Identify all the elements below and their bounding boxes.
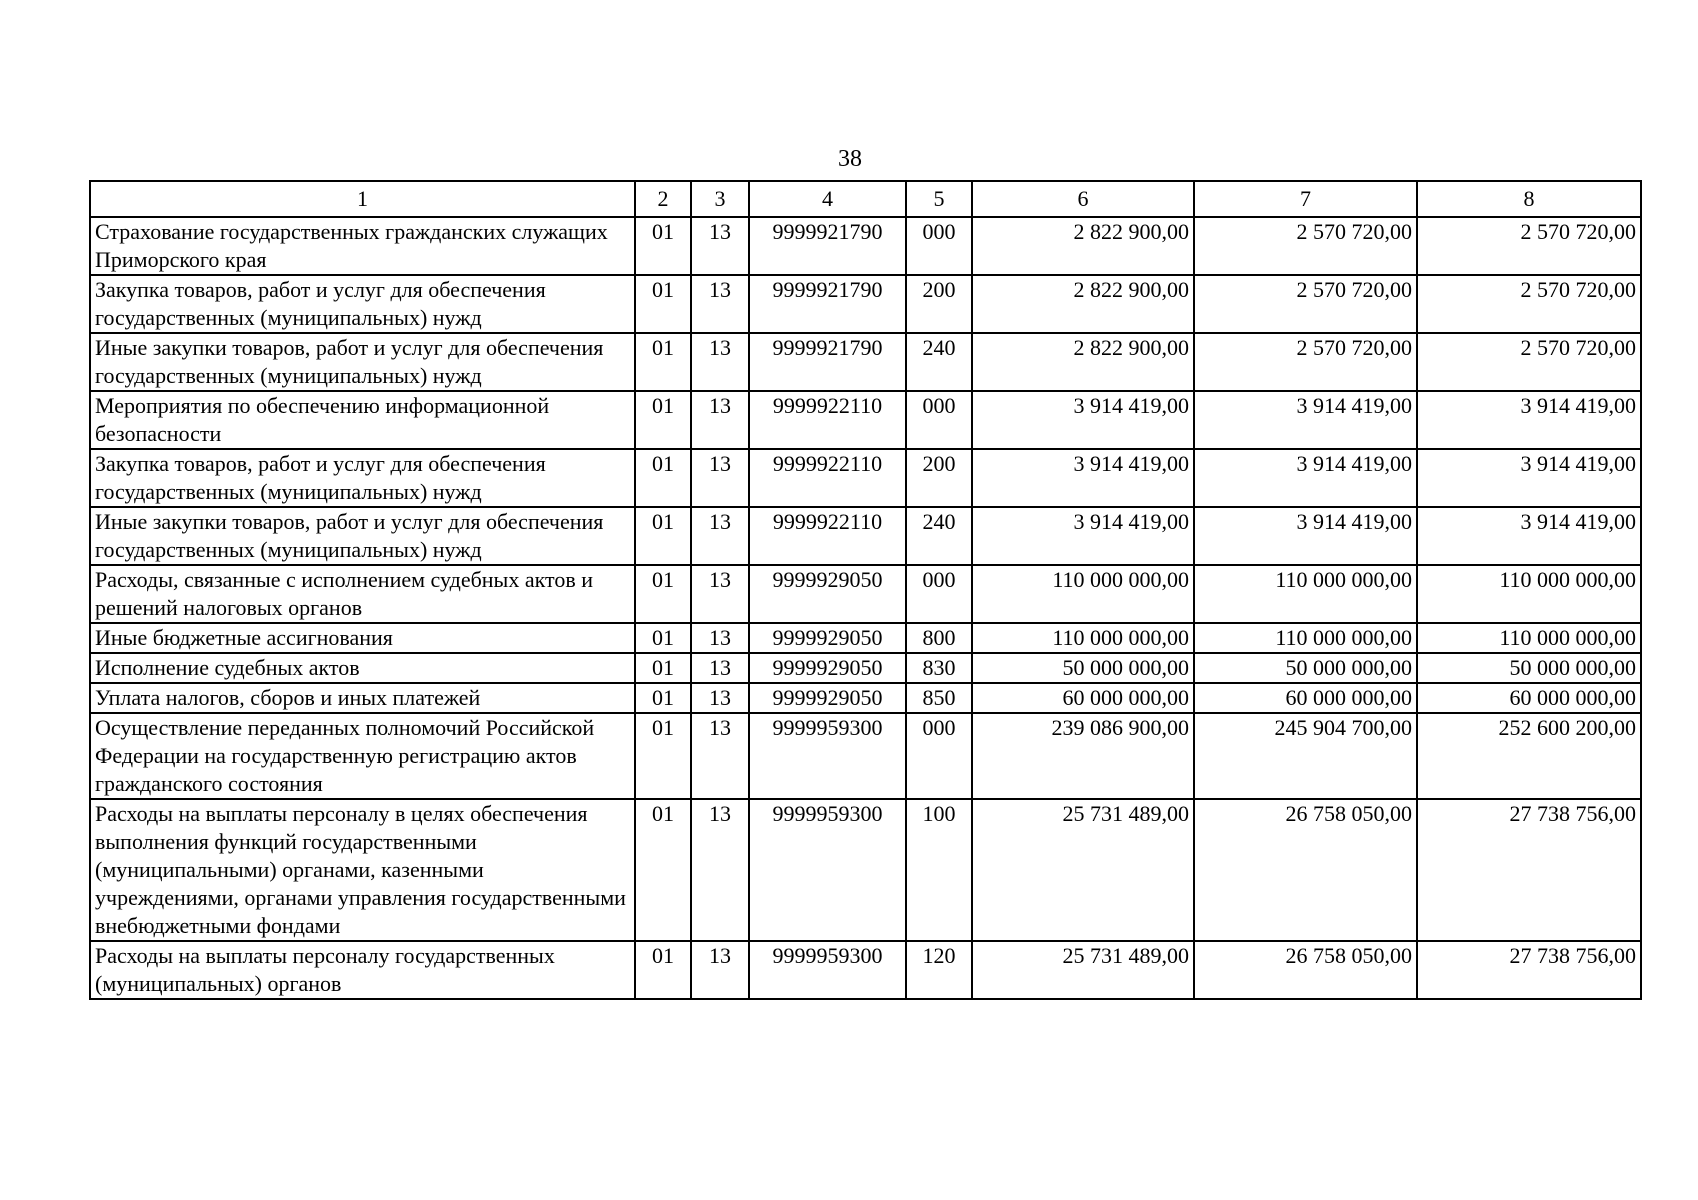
amount-col7-cell: 26 758 050,00 bbox=[1194, 941, 1417, 999]
section-code-cell: 01 bbox=[635, 507, 691, 565]
column-header: 3 bbox=[691, 181, 749, 217]
amount-col7-cell: 110 000 000,00 bbox=[1194, 623, 1417, 653]
amount-col6-cell: 3 914 419,00 bbox=[972, 507, 1194, 565]
amount-col6-cell: 2 822 900,00 bbox=[972, 217, 1194, 275]
amount-col8-cell: 110 000 000,00 bbox=[1417, 623, 1641, 653]
section-code-cell: 01 bbox=[635, 799, 691, 941]
subsection-code-cell: 13 bbox=[691, 799, 749, 941]
expense-type-cell: 240 bbox=[906, 507, 972, 565]
table-row bbox=[90, 683, 1641, 713]
amount-col7-cell: 50 000 000,00 bbox=[1194, 653, 1417, 683]
amount-col7-cell: 110 000 000,00 bbox=[1194, 565, 1417, 623]
expense-name-cell: Осуществление переданных полномочий Российской Федерации на государственную регистрацию актов гражданского состояния bbox=[90, 713, 635, 799]
expense-type-cell: 000 bbox=[906, 391, 972, 449]
column-header: 2 bbox=[635, 181, 691, 217]
subsection-code-cell: 13 bbox=[691, 941, 749, 999]
amount-col6-cell: 25 731 489,00 bbox=[972, 799, 1194, 941]
amount-col6-cell: 239 086 900,00 bbox=[972, 713, 1194, 799]
subsection-code-cell: 13 bbox=[691, 653, 749, 683]
expense-name-cell: Мероприятия по обеспечению информационной безопасности bbox=[90, 391, 635, 449]
section-code-cell: 01 bbox=[635, 653, 691, 683]
section-code-cell: 01 bbox=[635, 391, 691, 449]
amount-col8-cell: 50 000 000,00 bbox=[1417, 653, 1641, 683]
amount-col7-cell: 3 914 419,00 bbox=[1194, 391, 1417, 449]
amount-col8-cell: 2 570 720,00 bbox=[1417, 217, 1641, 275]
expense-name-cell: Страхование государственных гражданских служащих Приморского края bbox=[90, 217, 635, 275]
expense-type-cell: 830 bbox=[906, 653, 972, 683]
expense-name-cell: Иные закупки товаров, работ и услуг для обеспечения государственных (муниципальных) нужд bbox=[90, 333, 635, 391]
amount-col6-cell: 3 914 419,00 bbox=[972, 391, 1194, 449]
subsection-code-cell: 13 bbox=[691, 683, 749, 713]
amount-col6-cell: 110 000 000,00 bbox=[972, 565, 1194, 623]
subsection-code-cell: 13 bbox=[691, 275, 749, 333]
amount-col8-cell: 3 914 419,00 bbox=[1417, 449, 1641, 507]
table-row bbox=[90, 217, 1641, 275]
target-article-cell: 9999921790 bbox=[749, 275, 906, 333]
amount-col7-cell: 2 570 720,00 bbox=[1194, 333, 1417, 391]
table-row bbox=[90, 713, 1641, 799]
section-code-cell: 01 bbox=[635, 565, 691, 623]
subsection-code-cell: 13 bbox=[691, 333, 749, 391]
expense-type-cell: 000 bbox=[906, 713, 972, 799]
section-code-cell: 01 bbox=[635, 217, 691, 275]
expense-type-cell: 240 bbox=[906, 333, 972, 391]
expense-name-cell: Расходы, связанные с исполнением судебных актов и решений налоговых органов bbox=[90, 565, 635, 623]
amount-col6-cell: 2 822 900,00 bbox=[972, 275, 1194, 333]
subsection-code-cell: 13 bbox=[691, 507, 749, 565]
target-article-cell: 9999929050 bbox=[749, 565, 906, 623]
target-article-cell: 9999959300 bbox=[749, 799, 906, 941]
target-article-cell: 9999959300 bbox=[749, 941, 906, 999]
section-code-cell: 01 bbox=[635, 683, 691, 713]
amount-col8-cell: 27 738 756,00 bbox=[1417, 799, 1641, 941]
expense-name-cell: Закупка товаров, работ и услуг для обеспечения государственных (муниципальных) нужд bbox=[90, 449, 635, 507]
target-article-cell: 9999922110 bbox=[749, 507, 906, 565]
target-article-cell: 9999922110 bbox=[749, 449, 906, 507]
expense-name-cell: Расходы на выплаты персоналу государственных (муниципальных) органов bbox=[90, 941, 635, 999]
table-row bbox=[90, 391, 1641, 449]
column-header: 5 bbox=[906, 181, 972, 217]
table-row bbox=[90, 507, 1641, 565]
amount-col7-cell: 245 904 700,00 bbox=[1194, 713, 1417, 799]
expense-name-cell: Иные закупки товаров, работ и услуг для обеспечения государственных (муниципальных) нужд bbox=[90, 507, 635, 565]
column-header: 6 bbox=[972, 181, 1194, 217]
expense-name-cell: Закупка товаров, работ и услуг для обеспечения государственных (муниципальных) нужд bbox=[90, 275, 635, 333]
amount-col6-cell: 3 914 419,00 bbox=[972, 449, 1194, 507]
expense-name-cell: Иные бюджетные ассигнования bbox=[90, 623, 635, 653]
amount-col8-cell: 3 914 419,00 bbox=[1417, 391, 1641, 449]
column-header: 1 bbox=[90, 181, 635, 217]
subsection-code-cell: 13 bbox=[691, 217, 749, 275]
expense-name-cell: Уплата налогов, сборов и иных платежей bbox=[90, 683, 635, 713]
amount-col8-cell: 252 600 200,00 bbox=[1417, 713, 1641, 799]
table-row bbox=[90, 941, 1641, 999]
amount-col7-cell: 60 000 000,00 bbox=[1194, 683, 1417, 713]
amount-col8-cell: 110 000 000,00 bbox=[1417, 565, 1641, 623]
expense-type-cell: 000 bbox=[906, 217, 972, 275]
table-header bbox=[90, 181, 1641, 217]
amount-col8-cell: 27 738 756,00 bbox=[1417, 941, 1641, 999]
amount-col8-cell: 60 000 000,00 bbox=[1417, 683, 1641, 713]
expense-type-cell: 200 bbox=[906, 275, 972, 333]
subsection-code-cell: 13 bbox=[691, 391, 749, 449]
expense-type-cell: 120 bbox=[906, 941, 972, 999]
amount-col6-cell: 110 000 000,00 bbox=[972, 623, 1194, 653]
section-code-cell: 01 bbox=[635, 333, 691, 391]
section-code-cell: 01 bbox=[635, 623, 691, 653]
target-article-cell: 9999921790 bbox=[749, 217, 906, 275]
expense-type-cell: 100 bbox=[906, 799, 972, 941]
amount-col6-cell: 60 000 000,00 bbox=[972, 683, 1194, 713]
table-row bbox=[90, 623, 1641, 653]
section-code-cell: 01 bbox=[635, 941, 691, 999]
subsection-code-cell: 13 bbox=[691, 713, 749, 799]
expense-name-cell: Расходы на выплаты персоналу в целях обеспечения выполнения функций государственными (муниципальными) органами, казенными учреждениями, органами управления государственными внебюджетными фондами bbox=[90, 799, 635, 941]
column-header: 8 bbox=[1417, 181, 1641, 217]
expense-type-cell: 800 bbox=[906, 623, 972, 653]
target-article-cell: 9999929050 bbox=[749, 683, 906, 713]
expense-type-cell: 000 bbox=[906, 565, 972, 623]
section-code-cell: 01 bbox=[635, 713, 691, 799]
section-code-cell: 01 bbox=[635, 275, 691, 333]
column-header: 4 bbox=[749, 181, 906, 217]
target-article-cell: 9999929050 bbox=[749, 653, 906, 683]
budget-table bbox=[89, 180, 1642, 1000]
expense-name-cell: Исполнение судебных актов bbox=[90, 653, 635, 683]
subsection-code-cell: 13 bbox=[691, 623, 749, 653]
section-code-cell: 01 bbox=[635, 449, 691, 507]
amount-col6-cell: 25 731 489,00 bbox=[972, 941, 1194, 999]
subsection-code-cell: 13 bbox=[691, 565, 749, 623]
page-number: 38 bbox=[838, 146, 862, 172]
table-row bbox=[90, 653, 1641, 683]
column-header: 7 bbox=[1194, 181, 1417, 217]
amount-col8-cell: 2 570 720,00 bbox=[1417, 333, 1641, 391]
table-row bbox=[90, 799, 1641, 941]
table-row bbox=[90, 333, 1641, 391]
amount-col7-cell: 3 914 419,00 bbox=[1194, 507, 1417, 565]
expense-type-cell: 200 bbox=[906, 449, 972, 507]
amount-col7-cell: 2 570 720,00 bbox=[1194, 217, 1417, 275]
amount-col6-cell: 50 000 000,00 bbox=[972, 653, 1194, 683]
subsection-code-cell: 13 bbox=[691, 449, 749, 507]
table-body bbox=[90, 217, 1641, 999]
target-article-cell: 9999959300 bbox=[749, 713, 906, 799]
table-row bbox=[90, 275, 1641, 333]
header-row bbox=[90, 181, 1641, 217]
expense-type-cell: 850 bbox=[906, 683, 972, 713]
amount-col6-cell: 2 822 900,00 bbox=[972, 333, 1194, 391]
target-article-cell: 9999929050 bbox=[749, 623, 906, 653]
table-row bbox=[90, 449, 1641, 507]
target-article-cell: 9999921790 bbox=[749, 333, 906, 391]
target-article-cell: 9999922110 bbox=[749, 391, 906, 449]
table-row bbox=[90, 565, 1641, 623]
amount-col7-cell: 3 914 419,00 bbox=[1194, 449, 1417, 507]
amount-col7-cell: 2 570 720,00 bbox=[1194, 275, 1417, 333]
amount-col8-cell: 2 570 720,00 bbox=[1417, 275, 1641, 333]
amount-col7-cell: 26 758 050,00 bbox=[1194, 799, 1417, 941]
amount-col8-cell: 3 914 419,00 bbox=[1417, 507, 1641, 565]
